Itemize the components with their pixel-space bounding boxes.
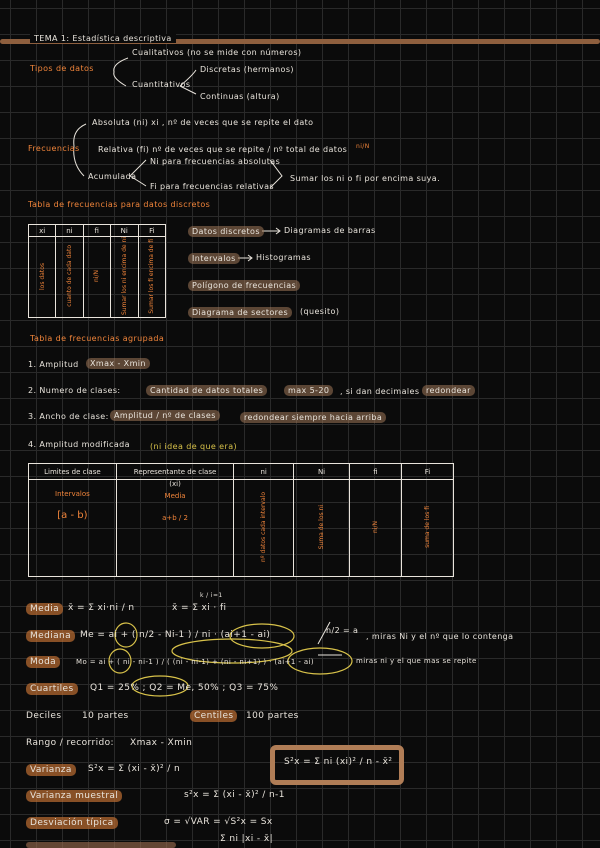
- tabla-agrupada-header: fi: [349, 464, 401, 480]
- formula-mediana-note: , miras Ni y el nº que lo contenga: [366, 632, 514, 641]
- tipos-label: Tipos de datos: [30, 64, 94, 73]
- formula-media-alt-limits: k / i=1: [200, 592, 223, 599]
- graficos-histogramas: Histogramas: [256, 253, 311, 262]
- tabla-agrupada-header: Representante de clase: [116, 464, 234, 480]
- formula-varianza-label: Varianza: [26, 764, 76, 776]
- graficos-datos-discretos: Datos discretos: [188, 226, 264, 237]
- formula-moda: Mo = ai + ( ni - ni-1 ) / ( (ni - ni-1) + (ni - ni+1) ) · (ai+1 - ai): [76, 658, 315, 666]
- tipos-discretas: Discretas (hermanos): [200, 65, 294, 74]
- agrupada-s2-redondear: redondear: [422, 385, 475, 396]
- frecuencias-relativa: Relativa (fi) nº de veces que se repite / nº total de datos: [98, 145, 348, 154]
- tabla-agrupada: [28, 463, 454, 577]
- agrupada-s3-note: redondear siempre hacia arriba: [240, 412, 386, 423]
- tabla-agrupada-Fi: suma de los fi: [423, 506, 431, 548]
- formula-deciles-label: Deciles: [26, 711, 62, 721]
- bottom-highlight: [26, 842, 176, 848]
- frecuencias-relativa-frac: ni/N: [356, 143, 370, 150]
- tabla-agrupada-header: Limites de clase: [29, 464, 117, 480]
- tabla-agrupada-media-formula: a+b / 2: [162, 514, 188, 522]
- tabla-discretos-cell: cuanto de cada dato: [65, 245, 73, 307]
- formula-media-label: Media: [26, 603, 63, 615]
- tabla-discretos-cell: ni/N: [93, 270, 101, 282]
- formula-mediana-frac: n/2 = a: [326, 626, 359, 635]
- tipos-cualitativos: Cualitativos (no se mide con números): [132, 48, 302, 57]
- formula-rango: Xmax - Xmin: [130, 738, 193, 748]
- tabla-discretos-header: fi: [83, 225, 110, 237]
- formula-mediana-label: Mediana: [26, 630, 75, 642]
- agrupada-s2-note: , si dan decimales: [340, 387, 420, 396]
- graficos-diagramas-barras: Diagramas de barras: [284, 226, 376, 235]
- formula-centiles-label: Centiles: [190, 710, 237, 722]
- formula-deciles: 10 partes: [82, 711, 129, 721]
- tabla-agrupada-header: ni: [234, 464, 294, 480]
- graficos-poligono: Polígono de frecuencias: [188, 280, 300, 291]
- formula-rango-label: Rango / recorrido:: [26, 738, 114, 748]
- frecuencias-acum-n: Ni para frecuencias absolutas: [150, 157, 281, 166]
- page-title: TEMA 1: Estadística descriptiva: [30, 34, 176, 43]
- tabla-agrupada-header: Fi: [401, 464, 453, 480]
- tabla-agrupada-ni: nº datos cada intervalo: [260, 492, 268, 562]
- tabla-discretos-title: Tabla de frecuencias para datos discretos: [28, 200, 211, 209]
- graficos-intervalos: Intervalos: [188, 253, 240, 264]
- tabla-agrupada-media: Media: [164, 492, 186, 500]
- tabla-discretos-cell: Sumar los ni encima de ni: [120, 237, 128, 316]
- formula-centiles: 100 partes: [246, 711, 299, 721]
- agrupada-s4-note: (ni idea de que era): [150, 442, 238, 451]
- tabla-agrupada-subheader: (xi): [169, 480, 181, 488]
- formula-last: Σ ni |xi - x̄|: [220, 834, 273, 844]
- formula-cuartiles-label: Cuartiles: [26, 683, 78, 695]
- tipos-cuantitativos: Cuantitativos: [132, 80, 191, 89]
- agrupada-s2-max: max 5-20: [284, 385, 333, 396]
- formula-varianza-muestral-label: Varianza muestral: [26, 790, 122, 802]
- formula-media: x̄ = Σ xi·ni / n: [68, 603, 135, 613]
- agrupada-s3-label: 3. Ancho de clase:: [28, 412, 109, 421]
- tabla-agrupada-Ni: Suma de los ni: [318, 504, 326, 550]
- tabla-agrupada-header: Ni: [294, 464, 350, 480]
- tabla-discretos-header: xi: [29, 225, 56, 237]
- formula-varianza-box: S²x = Σ ni (xi)² / n - x̄²: [284, 757, 393, 767]
- formula-cuartiles: Q1 = 25% ; Q2 = Me, 50% ; Q3 = 75%: [90, 683, 279, 693]
- formula-desviacion: σ = √VAR = √S²x = Sx: [164, 817, 273, 827]
- formula-varianza: S²x = Σ (xi - x̄)² / n: [88, 764, 181, 774]
- frecuencias-acumulada: Acumulada: [88, 172, 137, 181]
- agrupada-s1-formula: Xmax - Xmin: [86, 358, 150, 369]
- frecuencias-absoluta: Absoluta (ni) xi , nº de veces que se repite el dato: [92, 118, 314, 127]
- formula-moda-label: Moda: [26, 656, 60, 668]
- formula-moda-note: miras ni y el que mas se repite: [356, 657, 477, 665]
- tipos-continuas: Continuas (altura): [200, 92, 280, 101]
- formula-desviacion-label: Desviación típica: [26, 817, 118, 829]
- agrupada-s2-label: 2. Numero de clases:: [28, 386, 121, 395]
- frecuencias-acum-note: Sumar los ni o fi por encima suya.: [290, 174, 441, 183]
- agrupada-s4-label: 4. Amplitud modificada: [28, 440, 130, 449]
- frecuencias-label: Frecuencias: [28, 144, 80, 153]
- tabla-discretos-cell: los datos: [38, 262, 46, 290]
- tabla-agrupada-fi: ni/N: [371, 521, 379, 533]
- tabla-agrupada-intervalo: [a - b): [57, 510, 88, 521]
- formula-varianza-muestral: s²x = Σ (xi - x̄)² / n-1: [184, 790, 285, 800]
- tabla-discretos-cell: Sumar los fi encima de fi: [148, 238, 156, 314]
- tabla-discretos-header: Ni: [110, 225, 138, 237]
- formula-mediana: Me = ai + ( n/2 - Ni-1 ) / ni · (ai+1 - ai): [80, 630, 271, 640]
- frecuencias-acum-f: Fi para frecuencias relativas: [150, 182, 274, 191]
- agrupada-s1-label: 1. Amplitud: [28, 360, 79, 369]
- agrupada-s3-hl: Amplitud / nº de clases: [110, 410, 220, 421]
- tabla-discretos: [28, 224, 166, 318]
- graficos-sectores: Diagrama de sectores: [188, 307, 292, 318]
- tabla-discretos-header: Fi: [138, 225, 165, 237]
- tabla-discretos-header: ni: [56, 225, 83, 237]
- agrupada-title: Tabla de frecuencias agrupada: [30, 334, 165, 343]
- graficos-quesito: (quesito): [300, 307, 340, 316]
- agrupada-s2-hl: Cantidad de datos totales: [146, 385, 267, 396]
- tabla-agrupada-intervalos: Intervalos: [55, 490, 90, 498]
- formula-media-alt: x̄ = Σ xi · fi: [172, 603, 227, 613]
